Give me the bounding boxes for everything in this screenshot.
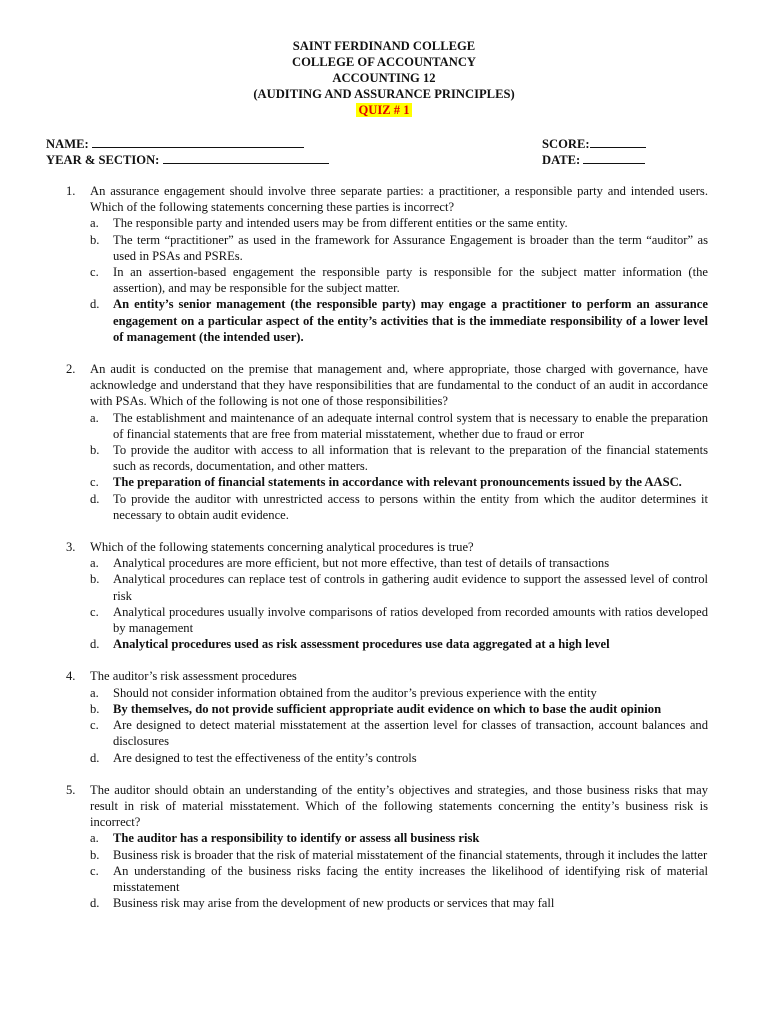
- score-label: SCORE:: [542, 137, 590, 151]
- option-text: The term “practitioner” as used in the framework for Assurance Engagement is broader than the term “auditor” as used in PSAs and PSREs.: [113, 232, 708, 263]
- date-label: DATE:: [542, 153, 581, 167]
- option-item: [90, 410, 708, 442]
- question-list: [0, 183, 768, 911]
- option-list: [90, 685, 708, 766]
- option-letter: c.: [90, 863, 99, 878]
- option-letter: c.: [90, 475, 99, 490]
- subject-name: (AUDITING AND ASSURANCE PRINCIPLES): [253, 87, 515, 101]
- option-letter: b.: [90, 572, 100, 587]
- question-number: 1.: [66, 184, 76, 198]
- option-item: [90, 604, 708, 636]
- option-item: [90, 474, 708, 490]
- document-header: [0, 38, 768, 118]
- option-item: [90, 296, 708, 345]
- option-item: [90, 717, 708, 749]
- question-text: An assurance engagement should involve three separate parties: a practitioner, a responsible party and intended users. Which of the following statements concerning these parties is incorrect?: [90, 184, 708, 215]
- option-text: By themselves, do not provide sufficient appropriate audit evidence on which to base the audit opinion: [113, 701, 662, 716]
- option-item: [90, 442, 708, 474]
- option-letter: b.: [90, 443, 100, 458]
- question-text: The auditor’s risk assessment procedures: [90, 669, 297, 684]
- quiz-title: QUIZ # 1: [358, 103, 410, 117]
- option-text: Analytical procedures used as risk assessment procedures use data aggregated at a high level: [113, 637, 610, 652]
- option-item: [90, 264, 708, 296]
- option-item: [90, 830, 708, 846]
- option-list: [90, 215, 708, 345]
- option-text: In an assertion-based engagement the responsible party is responsible for the subject matter information (the assertion), and may be responsible for the subject matter.: [113, 265, 708, 296]
- course-name: ACCOUNTING 12: [332, 71, 436, 85]
- question-text: An audit is conducted on the premise that management and, where appropriate, those charged with governance, have acknowledge and understand that they have responsibilities that are fundamental to the conduct of an audit in accordance with PSAs. Which of the following is not one of those responsibilities?: [90, 362, 708, 409]
- year-section-label: YEAR & SECTION:: [46, 153, 160, 167]
- option-item: [90, 895, 708, 911]
- option-letter: b.: [90, 232, 100, 247]
- option-item: [90, 215, 708, 231]
- option-letter: d.: [90, 491, 100, 506]
- question-number: 2.: [66, 362, 76, 377]
- name-blank[interactable]: [92, 136, 304, 148]
- question-4: [66, 668, 708, 765]
- school-name: SAINT FERDINAND COLLEGE: [292, 39, 476, 53]
- option-item: [90, 491, 708, 523]
- question-number: 4.: [66, 669, 76, 684]
- option-text: Analytical procedures usually involve comparisons of ratios developed from recorded amounts with ratios developed by management: [113, 604, 708, 636]
- option-text: The establishment and maintenance of an adequate internal control system that is necessary to enable the preparation of financial statements that are free from material misstatement, whether due to fraud or error: [113, 410, 708, 441]
- option-item: [90, 863, 708, 895]
- option-letter: c.: [90, 604, 99, 619]
- option-item: [90, 555, 708, 571]
- option-letter: c.: [90, 265, 99, 280]
- option-letter: a.: [90, 410, 99, 425]
- option-letter: a.: [90, 685, 99, 700]
- option-text: An entity’s senior management (the responsible party) may engage a practitioner to perform an assurance engagement on a particular aspect of the entity’s activities that is the immediate responsibility of a lower level of management (the intended user).: [113, 297, 708, 344]
- option-text: Should not consider information obtained from the auditor’s previous experience with the entity: [113, 685, 597, 700]
- question-3: [66, 539, 708, 652]
- option-text: Are designed to test the effectiveness of the entity’s controls: [113, 750, 417, 765]
- option-item: [90, 636, 708, 652]
- option-letter: a.: [90, 556, 99, 571]
- score-blank[interactable]: [590, 136, 646, 148]
- option-letter: c.: [90, 718, 99, 733]
- year-section-blank[interactable]: [163, 152, 329, 164]
- option-text: To provide the auditor with unrestricted access to persons within the entity from which the auditor determines it necessary to obtain audit evidence.: [113, 491, 708, 522]
- option-item: [90, 232, 708, 264]
- date-blank[interactable]: [583, 152, 645, 164]
- option-item: [90, 847, 708, 863]
- option-list: [90, 830, 708, 911]
- option-letter: b.: [90, 701, 100, 716]
- option-letter: b.: [90, 847, 100, 862]
- option-item: [90, 750, 708, 766]
- question-1: [66, 183, 708, 345]
- option-letter: d.: [90, 750, 100, 765]
- question-5: [66, 782, 708, 912]
- option-text: The responsible party and intended users may be from different entities or the same entity.: [113, 216, 568, 231]
- option-text: The preparation of financial statements in accordance with relevant pronouncements issued by the AASC.: [113, 475, 682, 490]
- question-number: 5.: [66, 782, 76, 797]
- question-2: [66, 361, 708, 523]
- option-text: Analytical procedures are more efficient, but not more effective, than test of details of transactions: [113, 556, 610, 571]
- option-list: [90, 410, 708, 523]
- option-item: [90, 701, 708, 717]
- option-text: An understanding of the business risks facing the entity increases the likelihood of identifying risk of material misstatement: [113, 863, 708, 894]
- option-item: [90, 571, 708, 603]
- option-letter: a.: [90, 831, 99, 846]
- option-letter: d.: [90, 297, 100, 312]
- question-text: Which of the following statements concerning analytical procedures is true?: [90, 540, 474, 555]
- option-text: The auditor has a responsibility to identify or assess all business risk: [113, 831, 480, 846]
- option-letter: d.: [90, 896, 100, 911]
- question-number: 3.: [66, 540, 76, 555]
- option-text: To provide the auditor with access to all information that is relevant to the preparation of the financial statements such as records, documentation, and other matters.: [113, 443, 708, 474]
- option-letter: a.: [90, 216, 99, 231]
- option-text: Business risk is broader that the risk of material misstatement of the financial statements, through it includes the latter: [113, 847, 708, 862]
- option-item: [90, 685, 708, 701]
- question-text: The auditor should obtain an understanding of the entity’s objectives and strategies, and those business risks that may result in risk of material misstatement. Which of the following statements concerning the entity’s business risk is incorrect?: [90, 782, 708, 830]
- option-list: [90, 555, 708, 652]
- college-name: COLLEGE OF ACCOUNTANCY: [291, 55, 477, 69]
- option-text: Are designed to detect material misstatement at the assertion level for classes of transaction, account balances and disclosures: [113, 718, 708, 749]
- option-text: Business risk may arise from the development of new products or services that may fall: [113, 896, 555, 911]
- option-text: Analytical procedures can replace test of controls in gathering audit evidence to support the assessed level of control risk: [113, 572, 708, 603]
- name-label: NAME:: [46, 137, 89, 151]
- option-letter: d.: [90, 637, 100, 652]
